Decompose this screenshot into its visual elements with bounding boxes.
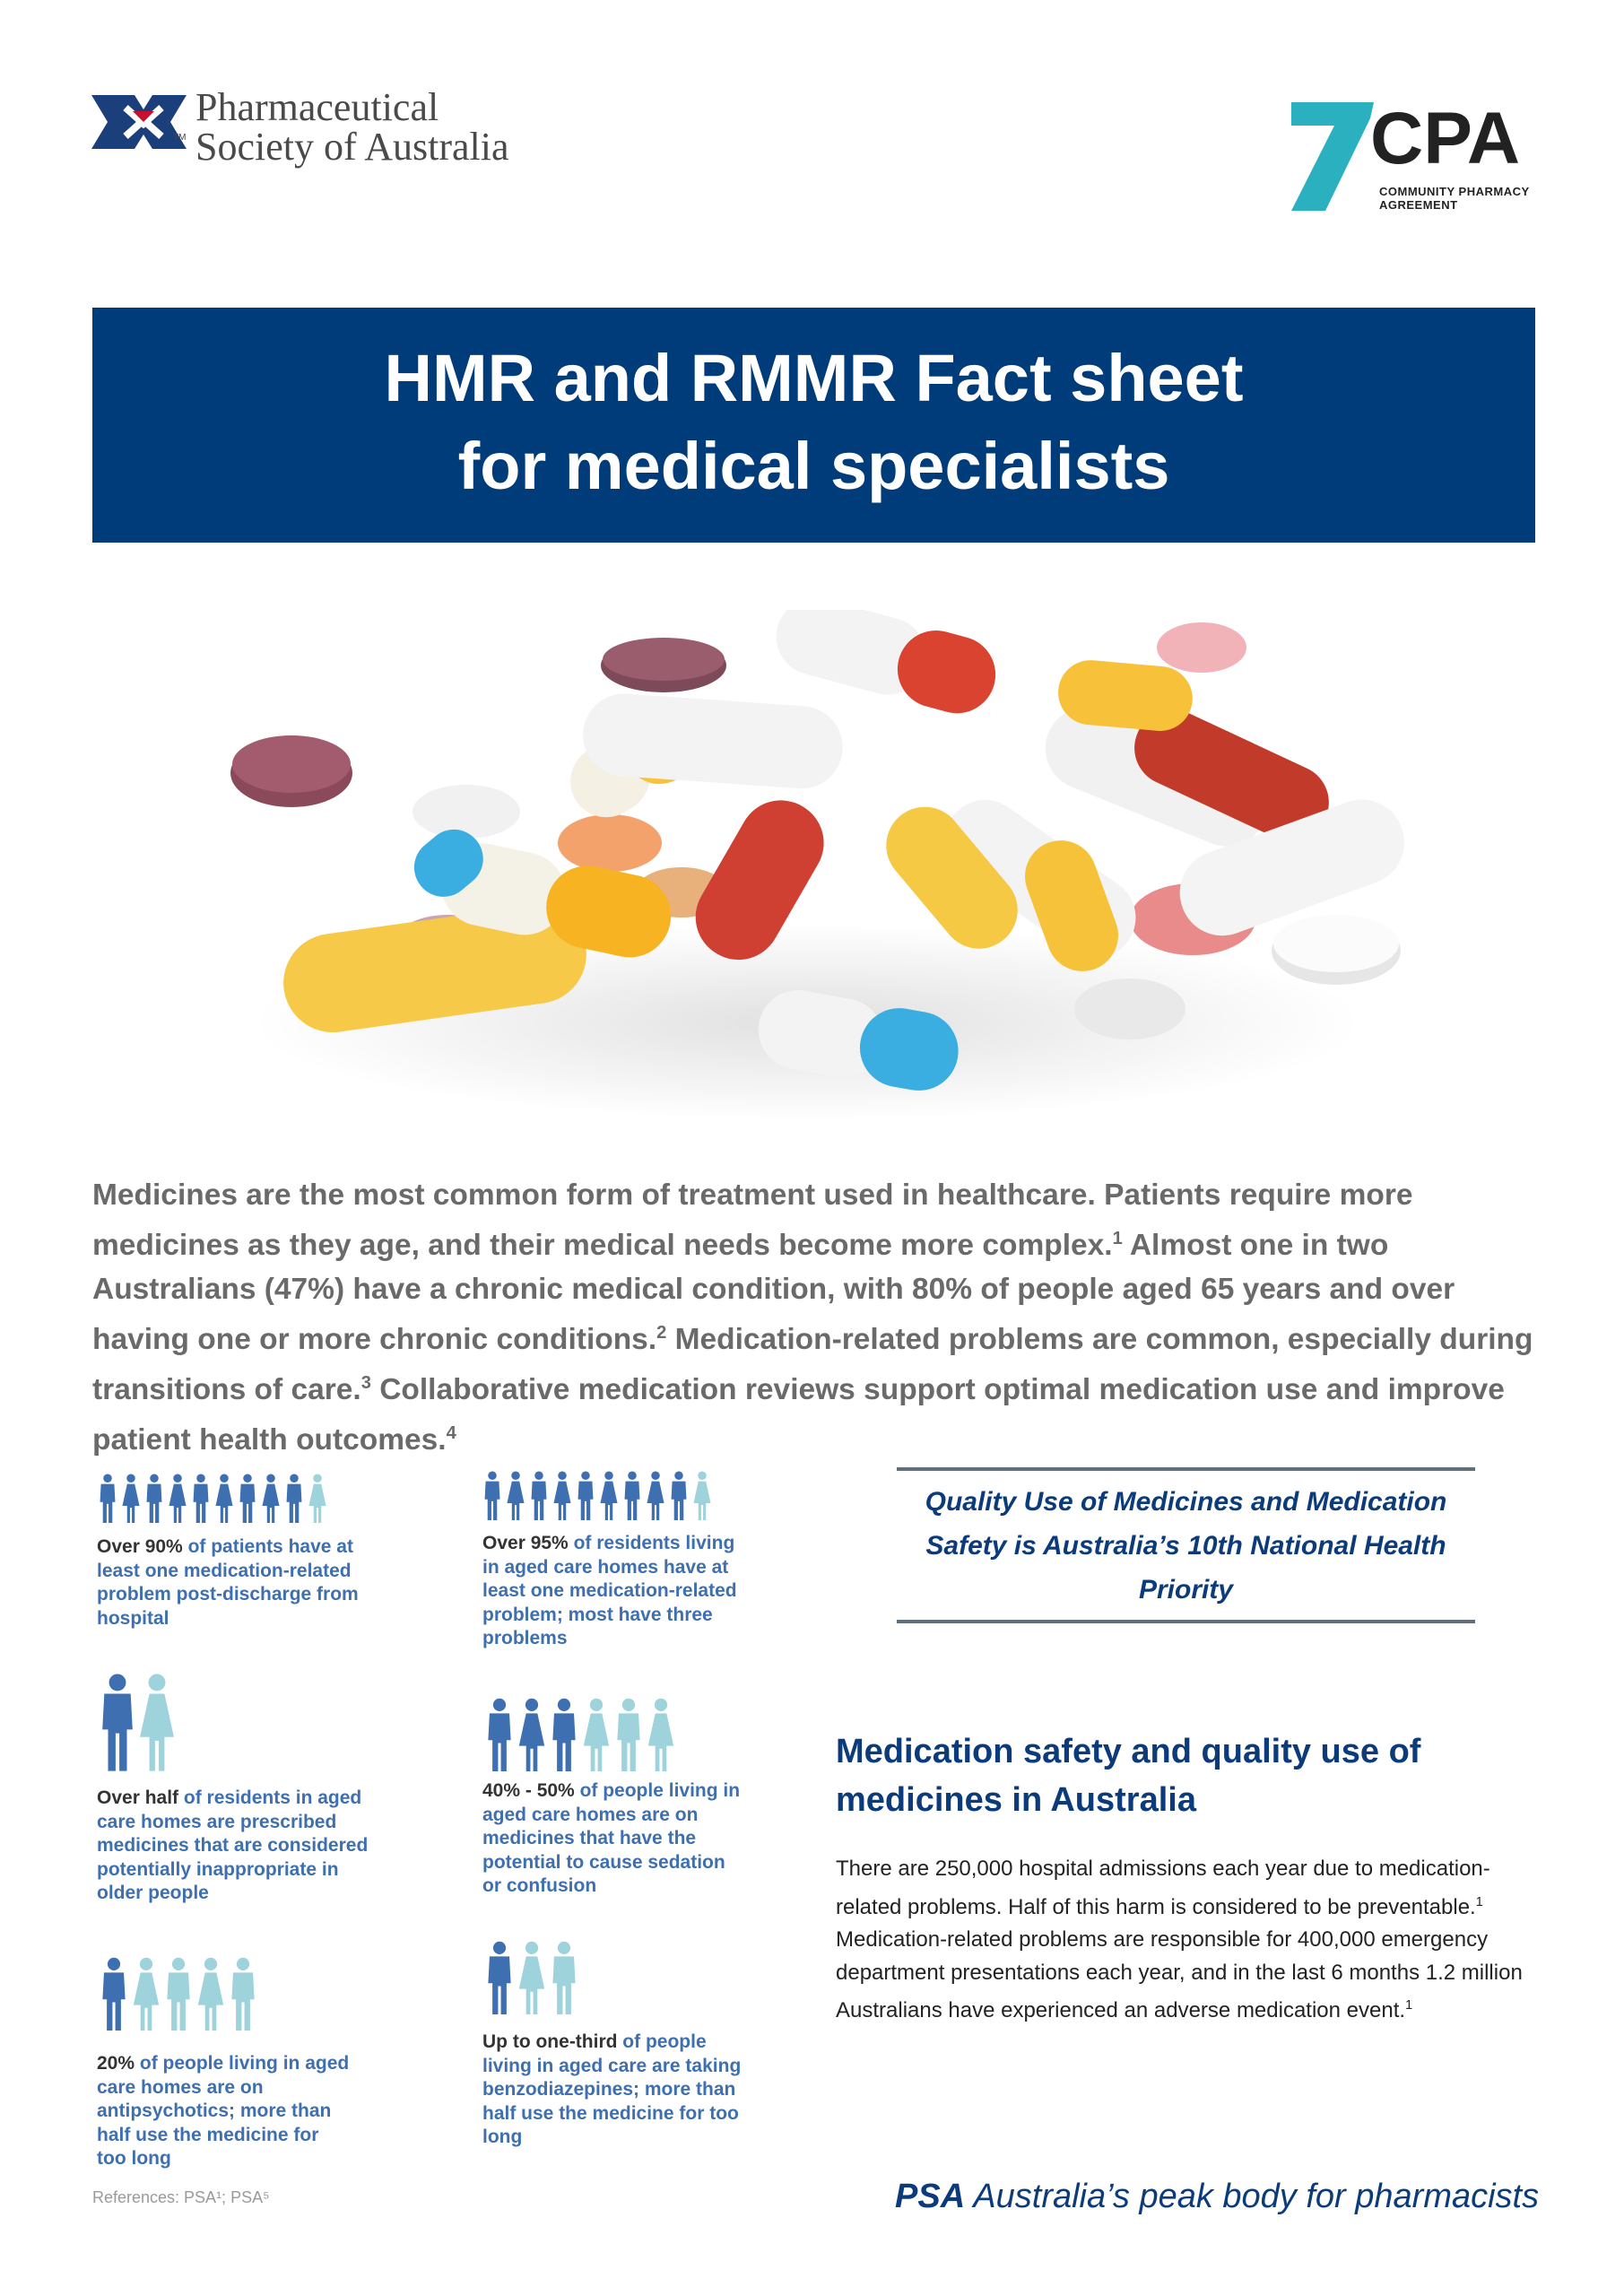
stat-3-desc: of residents in aged care homes are prescribed medicines that are considered potentially inappropriate in older people xyxy=(97,1787,369,1903)
priority-quote xyxy=(897,1480,1475,1612)
stat-1-desc: of patients have at least one medication-related problem post-discharge from hospital xyxy=(97,1536,359,1629)
female-person-icon xyxy=(195,1957,226,2031)
stat5-people-icons xyxy=(99,1957,258,2031)
stat-5-bold: 20% xyxy=(97,2053,135,2074)
female-person-icon xyxy=(213,1474,235,1523)
page-title-line2: for medical specialists xyxy=(457,429,1170,503)
intro-sentence-4: Collaborative medication reviews support optimal medication use and improve patient health outcomes. xyxy=(92,1373,1505,1457)
cpa-subtitle-line1: COMMUNITY PHARMACY xyxy=(1379,185,1530,198)
stat4-people-icons xyxy=(484,1698,676,1771)
male-person-icon xyxy=(97,1474,118,1523)
section-heading-line1: Medication safety and quality use of xyxy=(836,1733,1421,1770)
intro-paragraph xyxy=(92,1173,1545,1463)
female-person-icon xyxy=(598,1471,620,1520)
priority-quote-line2: Safety is Australia’s 10th National Health xyxy=(925,1531,1446,1561)
male-person-icon xyxy=(283,1474,305,1523)
quote-top-rule xyxy=(897,1467,1475,1471)
stat-4-text xyxy=(482,1779,747,1899)
section-heading xyxy=(836,1727,1535,1824)
female-person-icon xyxy=(131,1957,161,2031)
references-note: References: PSA¹; PSA⁵ xyxy=(92,2188,270,2206)
male-person-icon xyxy=(549,1698,579,1771)
female-person-icon xyxy=(691,1471,713,1520)
quote-bottom-rule xyxy=(897,1620,1475,1623)
male-person-icon xyxy=(228,1957,258,2031)
stat-5-text xyxy=(97,2052,352,2171)
male-person-icon xyxy=(528,1471,550,1520)
male-person-icon xyxy=(163,1957,194,2031)
stat-2-bold: Over 95% xyxy=(482,1533,569,1553)
intro-ref-4: 4 xyxy=(446,1423,456,1444)
intro-sentence-2: Almost one in two Australians (47%) have a chronic medical condition, with 80% of people aged 65 years and over having one or more chronic conditions. xyxy=(92,1229,1455,1357)
priority-quote-line3: Priority xyxy=(1138,1575,1234,1605)
male-person-icon xyxy=(613,1698,644,1771)
cpa-subtitle xyxy=(1379,185,1530,212)
stat6-people-icons xyxy=(484,1941,579,2014)
female-person-icon xyxy=(505,1471,526,1520)
female-person-icon xyxy=(138,1673,176,1771)
seven-glyph-icon xyxy=(1291,102,1374,211)
stat-5-desc: of people living in aged care homes are on antipsychotics; more than half use the medicine for too long xyxy=(97,2053,350,2169)
female-person-icon xyxy=(517,1698,547,1771)
male-person-icon xyxy=(575,1471,596,1520)
psa-name-line2: Society of Australia xyxy=(195,125,509,169)
cpa-subtitle-line2: AGREEMENT xyxy=(1379,198,1458,212)
male-person-icon xyxy=(621,1471,643,1520)
intro-ref-3: 3 xyxy=(360,1373,371,1394)
stat-2-text xyxy=(482,1532,751,1651)
male-person-icon xyxy=(190,1474,212,1523)
intro-sentence-3: Medication-related problems are common, especially during transitions of care. xyxy=(92,1323,1533,1407)
male-person-icon xyxy=(99,1673,136,1771)
trademark-mark: TM xyxy=(173,133,187,143)
stat2-people-icons xyxy=(482,1471,713,1520)
female-person-icon xyxy=(517,1941,547,2014)
psa-name-line1: Pharmaceutical xyxy=(195,85,439,129)
section-body-part1: There are 250,000 hospital admissions each year due to medication-related problems. Half of this harm is considered to be preventable. xyxy=(836,1857,1490,1919)
stat-3-text xyxy=(97,1787,384,1906)
female-person-icon xyxy=(167,1474,188,1523)
female-person-icon xyxy=(260,1474,282,1523)
male-person-icon xyxy=(668,1471,690,1520)
page-title-line1: HMR and RMMR Fact sheet xyxy=(384,341,1244,415)
male-person-icon xyxy=(143,1474,165,1523)
male-person-icon xyxy=(237,1474,258,1523)
female-person-icon xyxy=(307,1474,328,1523)
female-person-icon xyxy=(581,1698,612,1771)
section-ref-b: 1 xyxy=(1405,1998,1413,2013)
intro-ref-1: 1 xyxy=(1112,1229,1123,1248)
stat1-people-icons xyxy=(97,1474,328,1523)
stat-4-desc: of people living in aged care homes are on medicines that have the potential to cause sedation or confusion xyxy=(482,1780,741,1896)
stat-6-bold: Up to one-third xyxy=(482,2031,618,2052)
pills-image xyxy=(179,610,1435,1130)
stat-4-bold: 40% - 50% xyxy=(482,1780,575,1801)
priority-quote-line1: Quality Use of Medicines and Medication xyxy=(925,1487,1447,1517)
stat-3-bold: Over half xyxy=(97,1787,179,1808)
section-body xyxy=(836,1853,1544,2028)
title-banner xyxy=(92,308,1535,543)
stat3-people-icons xyxy=(99,1673,176,1771)
stat-2-desc: of residents living in aged care homes have at least one medication-related problem; most have three problems xyxy=(482,1533,737,1648)
footer-tagline xyxy=(895,2178,1539,2216)
male-person-icon xyxy=(549,1941,579,2014)
stat-1-text xyxy=(97,1535,384,1631)
footer-tagline-rest: Australia’s peak body for pharmacists xyxy=(965,2178,1540,2215)
intro-sentence-1: Medicines are the most common form of treatment used in healthcare. Patients require more medicines as they age, and their medical needs become more complex. xyxy=(92,1178,1413,1263)
section-body-part2: Medication-related problems are responsible for 400,000 emergency department presentations each year, and in the last 6 months 1.2 million Australians have experienced an adverse medication event. xyxy=(836,1927,1523,2022)
stat-1-bold: Over 90% xyxy=(97,1536,183,1557)
cpa-wordmark: CPA xyxy=(1370,99,1521,179)
stat-6-text xyxy=(482,2031,743,2150)
female-person-icon xyxy=(646,1698,676,1771)
intro-ref-2: 2 xyxy=(656,1323,667,1344)
section-ref-a: 1 xyxy=(1475,1894,1483,1909)
male-person-icon xyxy=(482,1471,503,1520)
footer-psa: PSA xyxy=(895,2178,966,2215)
female-person-icon xyxy=(645,1471,666,1520)
section-heading-line2: medicines in Australia xyxy=(836,1781,1196,1819)
male-person-icon xyxy=(484,1698,515,1771)
page-title xyxy=(92,308,1535,510)
male-person-icon xyxy=(484,1941,515,2014)
male-person-icon xyxy=(99,1957,129,2031)
female-person-icon xyxy=(120,1474,142,1523)
female-person-icon xyxy=(551,1471,573,1520)
stat-6-desc: of people living in aged care are taking benzodiazepines; more than half use the medicine for too long xyxy=(482,2031,742,2147)
psa-name xyxy=(195,85,509,169)
